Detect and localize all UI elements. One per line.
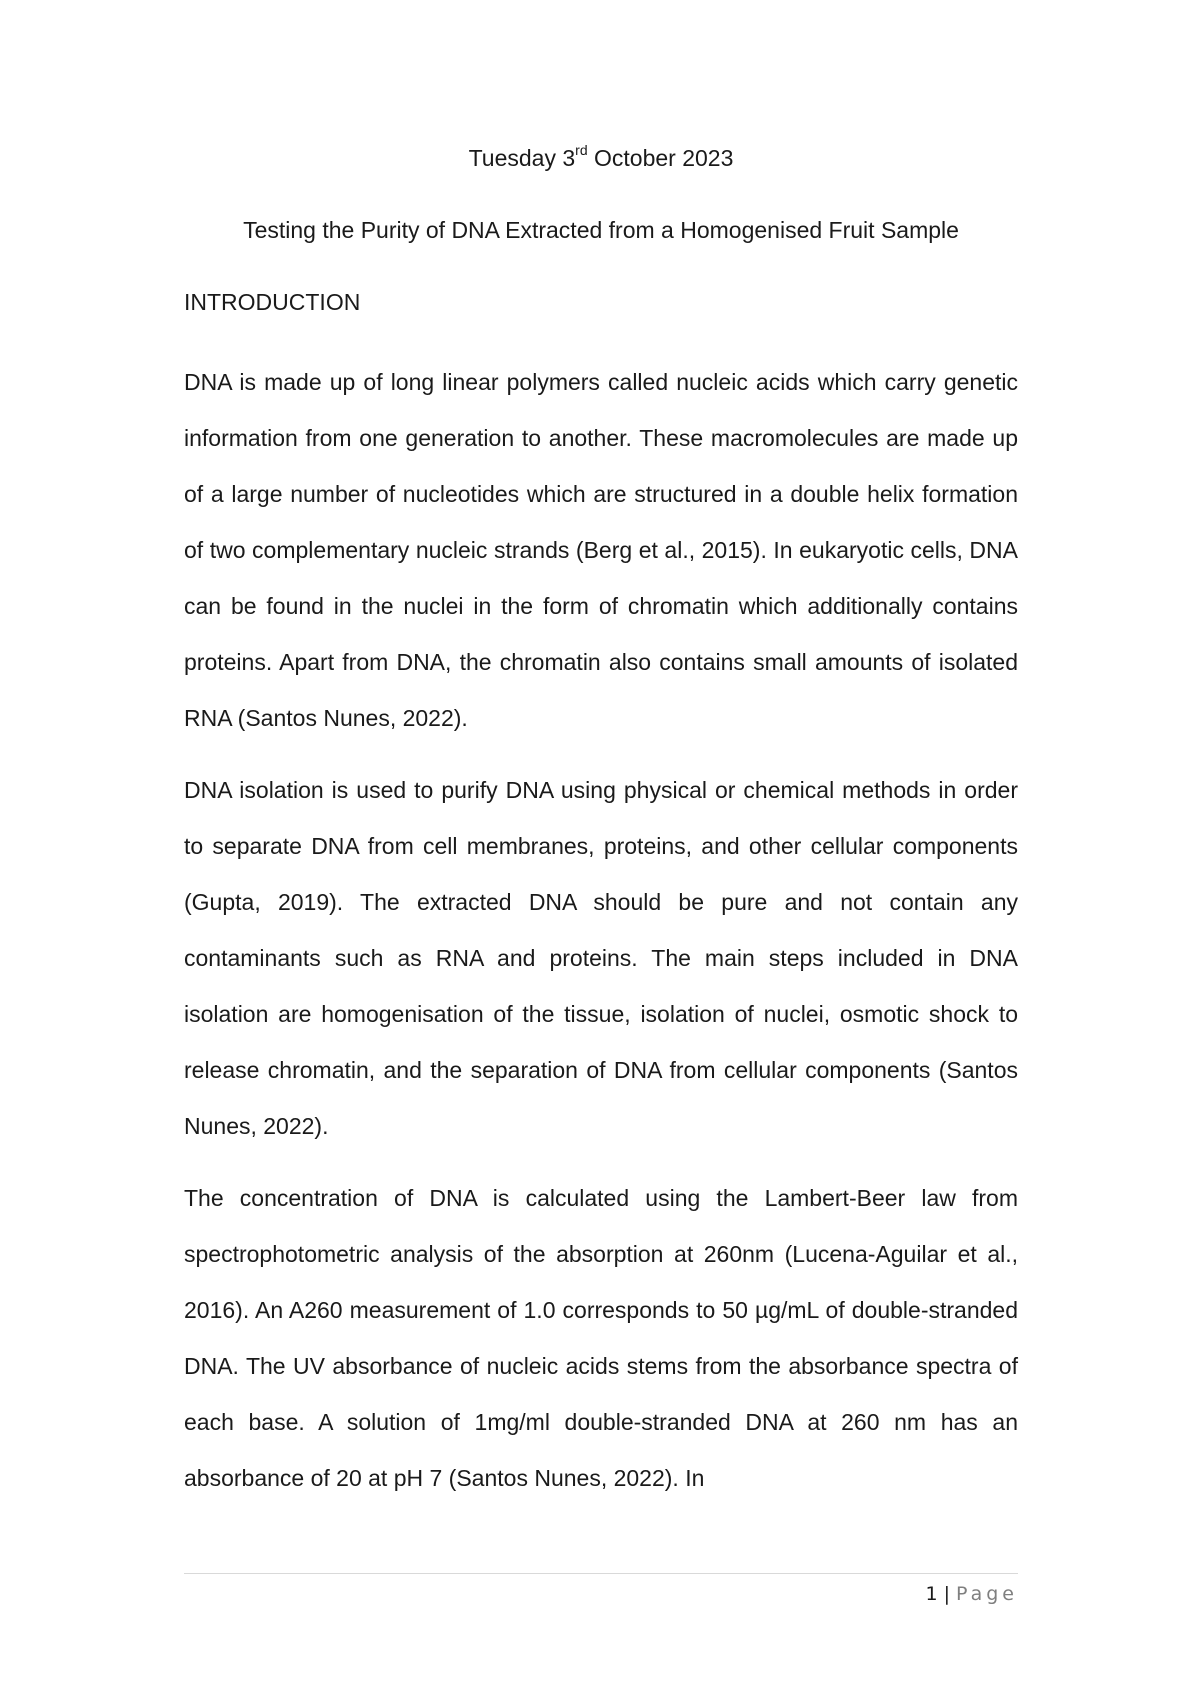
footer-separator: |: [943, 1583, 950, 1605]
page-number: 1: [925, 1583, 938, 1605]
date-rest: October 2023: [587, 145, 734, 171]
document-title: Testing the Purity of DNA Extracted from a Homogenised Fruit Sample: [243, 217, 959, 243]
page-footer: [184, 1580, 1018, 1608]
document-date: [184, 138, 1018, 178]
page-label: Page: [956, 1583, 1018, 1605]
page-content: [184, 138, 1018, 1522]
footer-divider: [184, 1573, 1018, 1574]
paragraph-2: DNA isolation is used to purify DNA using physical or chemical methods in order to separate DNA from cell membranes, proteins, and other cellular components (Gupta, 2019). The extracted DNA should be pure and not contain any contaminants such as RNA and proteins. The main steps included in DNA isolation are homogenisation of the tissue, isolation of nuclei, osmotic shock to release chromatin, and the separation of DNA from cellular components (Santos Nunes, 2022).: [184, 777, 1018, 1139]
section-heading: INTRODUCTION: [184, 289, 361, 315]
paragraph-3: The concentration of DNA is calculated using the Lambert-Beer law from spectrophotometric analysis of the absorption at 260nm (Lucena-Aguilar et al., 2016). An A260 measurement of 1.0 corresponds to 50 µg/mL of double-stranded DNA. The UV absorbance of nucleic acids stems from the absorbance spectra of each base. A solution of 1mg/ml double-stranded DNA at 260 nm has an absorbance of 20 at pH 7 (Santos Nunes, 2022). In: [184, 1185, 1018, 1491]
date-prefix: Tuesday 3: [468, 145, 576, 171]
date-ordinal-suffix: rd: [575, 142, 588, 159]
paragraph-1: DNA is made up of long linear polymers called nucleic acids which carry genetic information from one generation to another. These macromolecules are made up of a large number of nucleotides which are structured in a double helix formation of two complementary nucleic strands (Berg et al., 2015). In eukaryotic cells, DNA can be found in the nuclei in the form of chromatin which additionally contains proteins. Apart from DNA, the chromatin also contains small amounts of isolated RNA (Santos Nunes, 2022).: [184, 369, 1018, 731]
